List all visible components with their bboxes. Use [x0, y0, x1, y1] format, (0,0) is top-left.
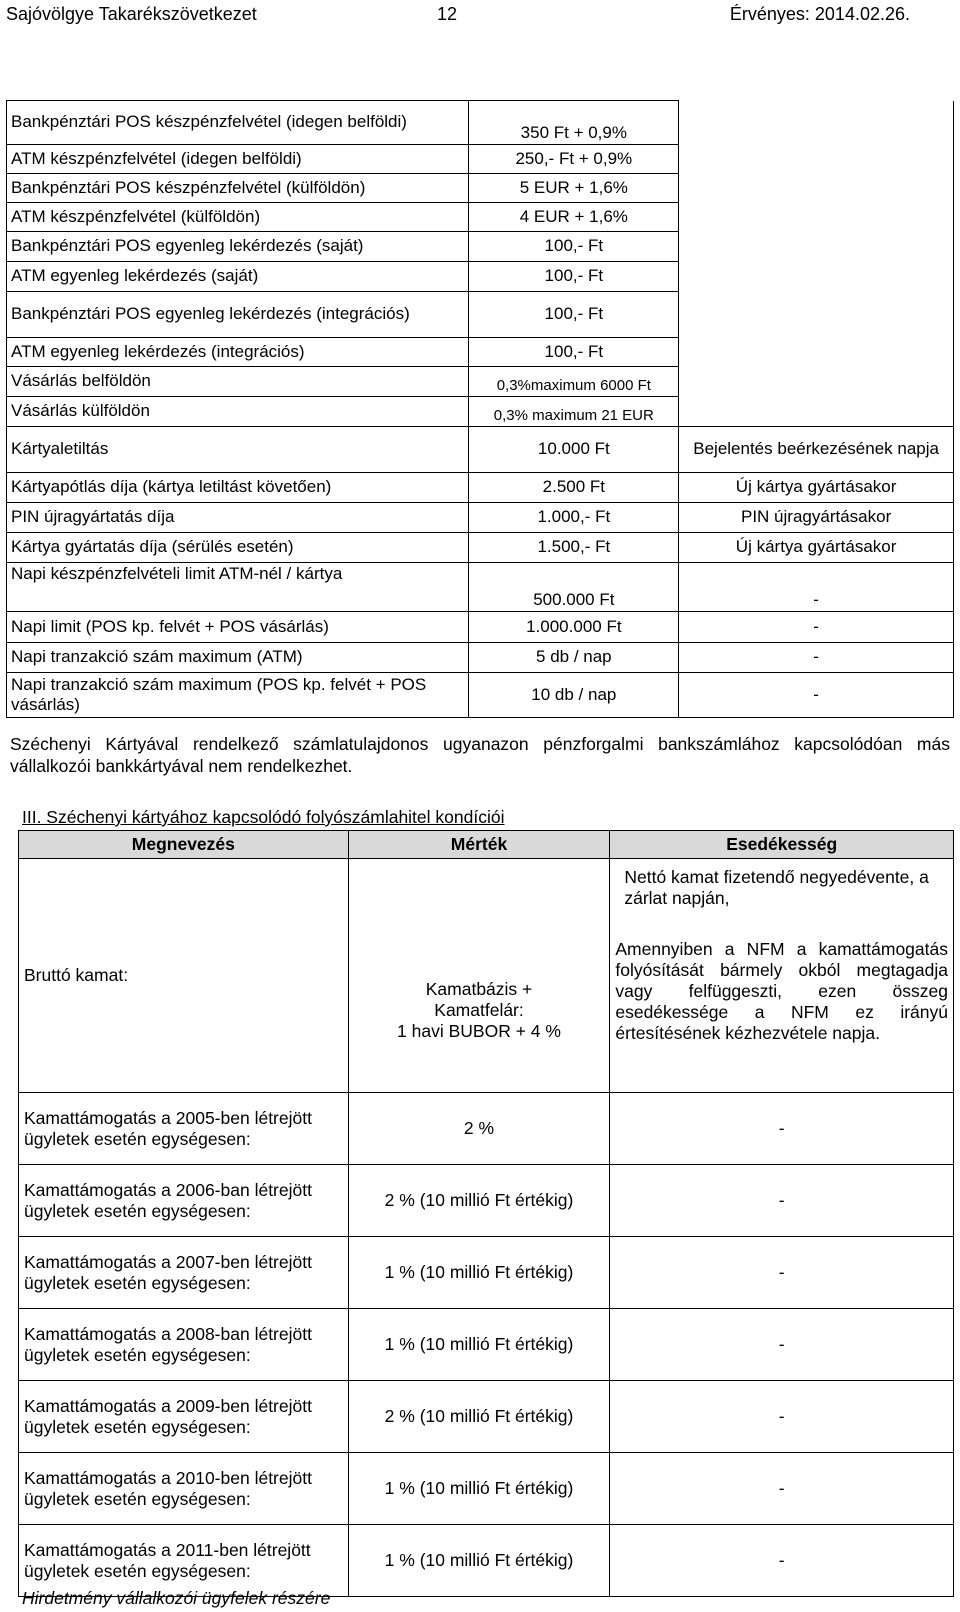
- fee-due: -: [679, 612, 954, 643]
- credit-name: Kamattámogatás a 2011-ben létrejött ügyletek esetén egységesen:: [19, 1525, 349, 1597]
- page-number: 12: [437, 4, 458, 24]
- credit-name: Kamattámogatás a 2006-ban létrejött ügyletek esetén egységesen:: [19, 1165, 349, 1237]
- fee-value: 100,- Ft: [469, 262, 679, 292]
- fee-name: ATM egyenleg lekérdezés (saját): [7, 262, 469, 292]
- fee-value: 0,3% maximum 21 EUR: [469, 397, 679, 427]
- credit-due: -: [610, 1093, 954, 1165]
- table-row: [19, 859, 954, 1093]
- credit-rate: 1 % (10 millió Ft értékig): [348, 1525, 610, 1597]
- fee-value: 1.000.000 Ft: [469, 612, 679, 643]
- credit-rate: 2 % (10 millió Ft értékig): [348, 1165, 610, 1237]
- credit-due: -: [610, 1309, 954, 1381]
- fee-value: 1.000,- Ft: [469, 503, 679, 533]
- fee-value: 100,- Ft: [469, 338, 679, 367]
- table-row: [7, 503, 954, 533]
- credit-due: [610, 859, 954, 1093]
- table-row: [7, 174, 954, 203]
- credit-due: -: [610, 1381, 954, 1453]
- credit-due: -: [610, 1237, 954, 1309]
- fee-value: 4 EUR + 1,6%: [469, 203, 679, 232]
- table-row: [19, 1165, 954, 1237]
- fee-due: Bejelentés beérkezésének napja: [679, 427, 954, 473]
- page-footer: Hirdetmény vállalkozói ügyfelek részére: [22, 1588, 331, 1608]
- fee-due: [679, 203, 954, 232]
- fee-name: Kártyaletiltás: [7, 427, 469, 473]
- credit-rate-line: 1 havi BUBOR + 4 %: [397, 1021, 561, 1041]
- table-row: [7, 367, 954, 397]
- table-row: [7, 232, 954, 262]
- bank-name: Sajóvölgye Takarékszövetkezet: [6, 4, 257, 24]
- credit-due: -: [610, 1525, 954, 1597]
- table-row: [19, 1237, 954, 1309]
- column-header: Mérték: [348, 831, 610, 859]
- fee-due: [679, 367, 954, 397]
- fee-value: 10 db / nap: [469, 673, 679, 718]
- fee-due: Új kártya gyártásakor: [679, 533, 954, 563]
- credit-name: Kamattámogatás a 2009-ben létrejött ügyletek esetén egységesen:: [19, 1381, 349, 1453]
- fee-value: 1.500,- Ft: [469, 533, 679, 563]
- fee-name: Napi készpénzfelvételi limit ATM-nél / kártya: [7, 563, 469, 612]
- fee-name: Vásárlás belföldön: [7, 367, 469, 397]
- fee-due: PIN újragyártásakor: [679, 503, 954, 533]
- fee-value: 0,3%maximum 6000 Ft: [469, 367, 679, 397]
- credit-rate-line: Kamatfelár:: [434, 1000, 524, 1020]
- table-row: [7, 612, 954, 643]
- table-row: [7, 292, 954, 338]
- fee-name: Vásárlás külföldön: [7, 397, 469, 427]
- fee-name: Napi limit (POS kp. felvét + POS vásárlás): [7, 612, 469, 643]
- credit-name: Kamattámogatás a 2007-ben létrejött ügyletek esetén egységesen:: [19, 1237, 349, 1309]
- table-row: [7, 203, 954, 232]
- fee-value: 500.000 Ft: [469, 563, 679, 612]
- fee-due: -: [679, 563, 954, 612]
- table-header-row: [19, 831, 954, 859]
- fee-due: [679, 262, 954, 292]
- credit-due: -: [610, 1453, 954, 1525]
- table-row: [19, 1525, 954, 1597]
- credit-rate: 2 % (10 millió Ft értékig): [348, 1381, 610, 1453]
- credit-name: Kamattámogatás a 2010-ben létrejött ügyletek esetén egységesen:: [19, 1453, 349, 1525]
- fee-value: 2.500 Ft: [469, 473, 679, 503]
- fee-due: [679, 174, 954, 203]
- table-row: [7, 473, 954, 503]
- credit-rate: [348, 859, 610, 1093]
- table-row: [7, 533, 954, 563]
- credit-rate-line: Kamatbázis +: [425, 979, 533, 999]
- credit-due-top: Nettó kamat fizetendő negyedévente, a zárlat napján,: [624, 867, 929, 908]
- column-header: Megnevezés: [19, 831, 349, 859]
- table-row: [7, 101, 954, 145]
- credit-rate: 1 % (10 millió Ft értékig): [348, 1309, 610, 1381]
- fee-due: [679, 232, 954, 262]
- fee-due: -: [679, 673, 954, 718]
- table-row: [7, 145, 954, 174]
- fee-name: Bankpénztári POS egyenleg lekérdezés (saját): [7, 232, 469, 262]
- fee-name: ATM készpénzfelvétel (külföldön): [7, 203, 469, 232]
- table-row: [19, 1093, 954, 1165]
- credit-table: [18, 830, 954, 1597]
- table-row: [19, 1309, 954, 1381]
- table-row: [7, 563, 954, 612]
- table-row: [7, 673, 954, 718]
- fee-due: -: [679, 643, 954, 673]
- fee-due: [679, 338, 954, 367]
- fee-value: 10.000 Ft: [469, 427, 679, 473]
- fee-due: [679, 101, 954, 145]
- fee-name: Napi tranzakció szám maximum (POS kp. felvét + POS vásárlás): [7, 673, 469, 718]
- fee-due: [679, 145, 954, 174]
- fee-value: 5 EUR + 1,6%: [469, 174, 679, 203]
- credit-rate: 1 % (10 millió Ft értékig): [348, 1453, 610, 1525]
- fee-name: Napi tranzakció szám maximum (ATM): [7, 643, 469, 673]
- credit-rate: 1 % (10 millió Ft értékig): [348, 1237, 610, 1309]
- credit-due: -: [610, 1165, 954, 1237]
- table-row: [7, 338, 954, 367]
- credit-name: Bruttó kamat:: [19, 859, 349, 1093]
- credit-due-detail: Amennyiben a NFM a kamattámogatás folyósítását bármely okból megtagadja vagy felfüggeszti, ezen összeg esedékessége a NFM ez irányú értesítésének kézhezvétele napja.: [615, 939, 948, 1043]
- fee-value: 100,- Ft: [469, 292, 679, 338]
- table-row: [7, 262, 954, 292]
- table-row: [7, 643, 954, 673]
- table-row: [19, 1453, 954, 1525]
- fee-name: Kártya gyártatás díja (sérülés esetén): [7, 533, 469, 563]
- fee-name: Bankpénztári POS készpénzfelvétel (külföldön): [7, 174, 469, 203]
- credit-rate: 2 %: [348, 1093, 610, 1165]
- section-title: III. Széchenyi kártyához kapcsolódó folyószámlahitel kondíciói: [22, 807, 505, 827]
- card-note: Széchenyi Kártyával rendelkező számlatulajdonos ugyanazon pénzforgalmi bankszámlához kapcsolódóan más vállalkozói bankkártyával nem rendelkezhet.: [10, 734, 950, 776]
- fee-name: Bankpénztári POS készpénzfelvétel (idegen belföldi): [7, 101, 469, 145]
- fee-due: [679, 397, 954, 427]
- fee-name: ATM készpénzfelvétel (idegen belföldi): [7, 145, 469, 174]
- fee-value: 250,- Ft + 0,9%: [469, 145, 679, 174]
- column-header: Esedékesség: [610, 831, 954, 859]
- table-row: [7, 427, 954, 473]
- credit-name: Kamattámogatás a 2008-ban létrejött ügyletek esetén egységesen:: [19, 1309, 349, 1381]
- fee-due: Új kártya gyártásakor: [679, 473, 954, 503]
- fee-value: 100,- Ft: [469, 232, 679, 262]
- fee-name: Bankpénztári POS egyenleg lekérdezés (integrációs): [7, 292, 469, 338]
- fee-value: 350 Ft + 0,9%: [469, 101, 679, 145]
- table-row: [19, 1381, 954, 1453]
- fee-name: Kártyapótlás díja (kártya letiltást követően): [7, 473, 469, 503]
- fee-value: 5 db / nap: [469, 643, 679, 673]
- fee-table: [6, 100, 954, 718]
- table-row: [7, 397, 954, 427]
- fee-name: PIN újragyártatás díja: [7, 503, 469, 533]
- validity-date: Érvényes: 2014.02.26.: [729, 4, 910, 24]
- fee-name: ATM egyenleg lekérdezés (integrációs): [7, 338, 469, 367]
- credit-name: Kamattámogatás a 2005-ben létrejött ügyletek esetén egységesen:: [19, 1093, 349, 1165]
- fee-due: [679, 292, 954, 338]
- page-header: [6, 4, 954, 26]
